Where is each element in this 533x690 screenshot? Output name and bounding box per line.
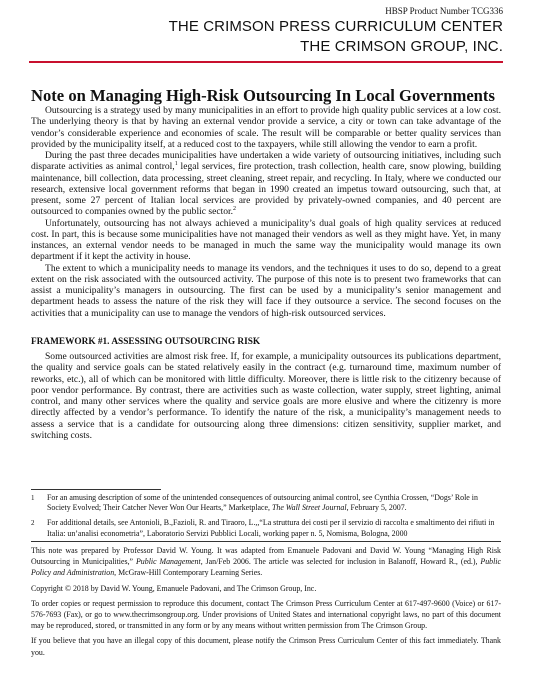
footnote-number: 2 [31, 519, 35, 528]
footnote-number: 1 [31, 494, 35, 502]
company-name: THE CRIMSON GROUP, INC. [300, 38, 503, 55]
permissions-paragraph: To order copies or request permission to reproduce this document, contact The Crimson Press Curriculum Center at 617-497-9600 (Voice) or 617-576-7693 (Fax), or go to www.thecrimsongroup.org. Under provisions of United States and international copyright laws, no part of this document may be reproduced, stored, or transmitted in any form or by any means without written permission from The Crimson Group. [31, 598, 501, 631]
footnote-marker: 1 [174, 161, 178, 168]
authorship-note [31, 545, 501, 662]
header-rule [29, 61, 503, 63]
product-number: HBSP Product Number TCG336 [385, 6, 503, 16]
copyright-line: Copyright © 2018 by David W. Young, Emanuele Padovani, and The Crimson Group, Inc. [31, 583, 317, 593]
paragraph: Outsourcing is a strategy used by many municipalities in an effort to provide high quality public services at a low cost. The underlying theory is that by having an external vendor provide a service, a city or town can take advantage of the vendor’s considerable experience and economies of scale. The result will be comparable or better quality services than provided by the municipality itself, at a reduced cost to the taxpayers, while still allowing the vendor to earn a profit. [31, 105, 501, 150]
footnote: 1 For an amusing description of some of the unintended consequences of outsourcing animal control, see Cynthia Crossen, “Dogs’ Role in Society Evolved; Their Catcher Never Won Our Hearts,” Marketplace, The Wall Street Journal, February 5, 2007. [31, 493, 478, 513]
publisher-name: THE CRIMSON PRESS CURRICULUM CENTER [168, 18, 503, 35]
footnotes [31, 493, 501, 544]
framework-section [31, 351, 501, 441]
paragraph: Unfortunately, outsourcing has not always achieved a municipality’s dual goals of high quality services at reduced cost. In part, this is because some municipalities have not managed their vendors as well as they might have. Yet, in many instances, an external vendor needs to be managed in much the same way the municipality would manage its own department if it kept the activity in house. [31, 217, 501, 263]
illegal-copy-notice: If you believe that you have an illegal copy of this document, please notify the Crimson Press Curriculum Center of this fact immediately. Thank you. [31, 636, 501, 657]
intro-section [31, 105, 501, 319]
footnote-rule [31, 489, 161, 490]
paragraph: Some outsourced activities are almost risk free. If, for example, a municipality outsources its publications department, the quality and service goals can be stated relatively easily in the contract (e.g. turnaround time, maximum number of reworks, etc.), all of which can be monitored with little difficulty. Moreover, there is little risk to the citizenry because of poor vendor performance. By contrast, there are activities such as waste collection, water supply, street lighting, animal control, and many other services where the quality and service goals are more elusive and where the citizenry is more directly affected by a vendor’s performance. To identify the nature of the risk, a municipality’s management needs to assess a service that is a candidate for outsourcing along three dimensions: citizen sensitivity, supplier market, and switching costs. [31, 351, 501, 441]
paragraph: During the past three decades municipalities have undertaken a wide variety of outsourcing initiatives, including such disparate activities as animal control,$^1$ legal services, fire protection, trash collection, health care, snow plowing, building maintenance, bill collection, data processing, street cleaning, street repair, and recycling. In Italy, where we conducted our research, extensive local government reforms that began in 1990 created an impetus toward outsourcing, such that, at present, some 27 percent of Italian local services are provided by privately-owned companies, and 40 percent are outsourced to companies owned by the public sector.$^2$ [31, 150, 501, 218]
note-rule [31, 541, 501, 542]
authorship-paragraph: This note was prepared by Professor David W. Young. It was adapted from Emanuele Padovani and David W. Young “Managing High Risk Outsourcing in Municipalities,” Public Management, Jan/Feb 2006. The article was selected for inclusion in Balanoff, Howard R., (ed.), Public Policy and Administration, McGraw-Hill Contemporary Learning Series. [31, 546, 502, 578]
footnote-marker: 2 [233, 206, 237, 213]
paragraph: The extent to which a municipality needs to manage its vendors, and the techniques it uses to do so, depend to a great extent on the risk associated with the outsourced activity. The purpose of this note is to present two frameworks that can assist a municipality’s managers in outsourcing. The first can be used by a municipality’s senior management and department heads to assess the nature of the risk they will face if they outsource a service. The second focuses on the activities that a municipality can use to manage the vendors of high-risk outsourced services. [31, 262, 501, 319]
document-title: Note on Managing High-Risk Outsourcing In Local Governments [31, 86, 495, 105]
footnote: 2 For additional details, see Antonioli, B.,Fazioli, R. and Tiraoro, L.,,“La struttura dei costi per il servizio di raccolta e smaltimento dei rifiuti in Italia: un’analisi econometria”, Laboratorio Servizi Pubblici Locali, working paper n. 5, Nomisma, Bologna, 2000 [31, 518, 495, 538]
framework-heading: FRAMEWORK #1. ASSESSING OUTSOURCING RISK [31, 337, 261, 347]
